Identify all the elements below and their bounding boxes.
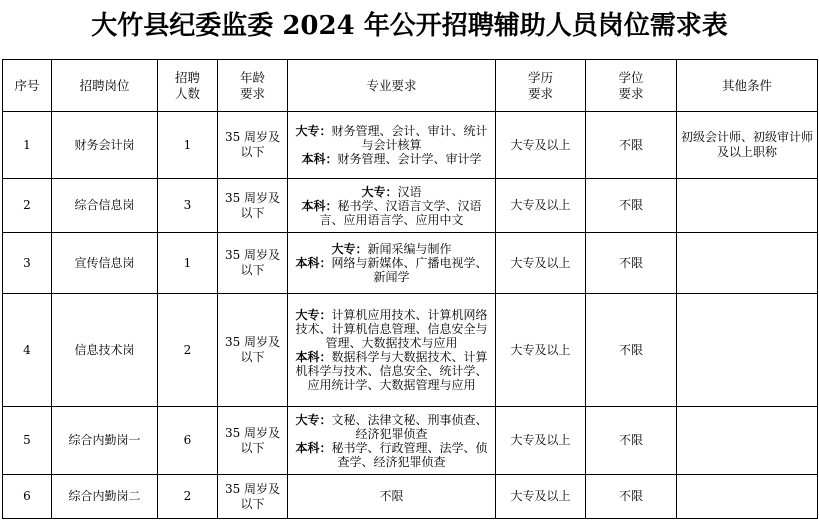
cell-other — [677, 179, 818, 233]
table-row — [3, 112, 818, 179]
major-level-label: 本科： — [301, 152, 338, 166]
cell-degree: 不限 — [586, 407, 677, 475]
cell-major: 不限 — [288, 475, 496, 519]
major-list: 汉语 — [397, 184, 422, 199]
header-age: 年龄 要求 — [218, 60, 288, 112]
age-line: 以下 — [240, 263, 265, 277]
header-post: 招聘岗位 — [52, 60, 158, 112]
cell-count: 3 — [158, 179, 218, 233]
cell-count: 2 — [158, 475, 218, 519]
major-level-label: 大专： — [295, 412, 332, 427]
header-count: 招聘 人数 — [158, 60, 218, 112]
major-line — [292, 413, 491, 441]
major-line — [292, 185, 491, 199]
major-level-label: 本科： — [295, 350, 332, 364]
major-level-label: 本科： — [295, 256, 332, 270]
age-line: 35 周岁及 — [224, 248, 281, 262]
major-list: 文秘、法律文秘、刑事侦查、经济犯罪侦查 — [331, 412, 488, 441]
major-line — [292, 441, 491, 469]
cell-degree: 不限 — [586, 475, 677, 519]
cell-other — [677, 233, 818, 294]
cell-post: 综合内勤岗一 — [52, 407, 158, 475]
cell-post: 信息技术岗 — [52, 294, 158, 407]
major-level-label: 大专： — [295, 124, 332, 138]
age-line: 以下 — [240, 440, 265, 455]
cell-major — [288, 407, 496, 475]
cell-edu: 大专及以上 — [496, 112, 586, 179]
cell-seq: 5 — [3, 407, 52, 475]
cell-degree: 不限 — [586, 112, 677, 179]
major-list: 财务管理、会计、审计、统计与会计核算 — [331, 124, 488, 152]
cell-count: 1 — [158, 112, 218, 179]
age-line: 35 周岁及 — [224, 130, 281, 144]
major-list: 秘书学、行政管理、法学、侦查学、经济犯罪侦查 — [331, 440, 488, 469]
cell-post: 宣传信息岗 — [52, 233, 158, 294]
cell-age — [218, 294, 288, 407]
cell-other: 初级会计师、初级审计师及以上职称 — [677, 112, 818, 179]
major-list: 秘书学、汉语言文学、汉语言、应用语言学、应用中文 — [319, 198, 482, 227]
age-line: 35 周岁及 — [224, 481, 281, 496]
major-line — [292, 256, 491, 284]
major-line — [292, 350, 491, 392]
cell-major — [288, 294, 496, 407]
cell-age — [218, 233, 288, 294]
header-row — [3, 60, 818, 112]
major-line — [292, 242, 491, 256]
table-row — [3, 294, 818, 407]
cell-seq: 4 — [3, 294, 52, 407]
age-line: 35 周岁及 — [224, 425, 281, 440]
major-level-label: 大专： — [331, 242, 368, 256]
cell-age — [218, 407, 288, 475]
major-level-label: 本科： — [295, 440, 332, 455]
header-degree: 学位 要求 — [586, 60, 677, 112]
major-list: 计算机应用技术、计算机网络技术、计算机信息管理、信息安全与管理、大数据技术与应用 — [295, 308, 488, 350]
cell-edu: 大专及以上 — [496, 407, 586, 475]
cell-seq: 1 — [3, 112, 52, 179]
cell-seq: 3 — [3, 233, 52, 294]
cell-post: 综合信息岗 — [52, 179, 158, 233]
major-level-label: 大专： — [295, 308, 332, 322]
cell-other — [677, 407, 818, 475]
header-seq: 序号 — [3, 60, 52, 112]
major-list: 财务管理、会计学、审计学 — [337, 152, 482, 166]
cell-other — [677, 294, 818, 407]
cell-edu: 大专及以上 — [496, 179, 586, 233]
cell-age — [218, 475, 288, 519]
major-list: 网络与新媒体、广播电视学、新闻学 — [331, 256, 488, 284]
cell-edu: 大专及以上 — [496, 294, 586, 407]
cell-major — [288, 179, 496, 233]
major-level-label: 大专： — [361, 184, 398, 199]
header-major: 专业要求 — [288, 60, 496, 112]
major-level-label: 本科： — [301, 198, 338, 213]
cell-seq: 2 — [3, 179, 52, 233]
major-line — [292, 152, 491, 166]
cell-post: 财务会计岗 — [52, 112, 158, 179]
major-line — [292, 124, 491, 152]
cell-age — [218, 112, 288, 179]
cell-degree: 不限 — [586, 179, 677, 233]
page-title: 大竹县纪委监委 2024 年公开招聘辅助人员岗位需求表 — [91, 11, 728, 41]
cell-post: 综合内勤岗二 — [52, 475, 158, 519]
cell-major — [288, 112, 496, 179]
cell-major — [288, 233, 496, 294]
header-other: 其他条件 — [677, 60, 818, 112]
cell-count: 2 — [158, 294, 218, 407]
header-edu: 学历 要求 — [496, 60, 586, 112]
age-line: 以下 — [240, 350, 265, 364]
table-body — [3, 112, 818, 519]
job-requirements-table — [2, 59, 818, 519]
table-row — [3, 179, 818, 233]
cell-seq: 6 — [3, 475, 52, 519]
age-line: 以下 — [240, 205, 265, 220]
age-line: 以下 — [240, 145, 265, 159]
cell-count: 1 — [158, 233, 218, 294]
table-row — [3, 233, 818, 294]
cell-count: 6 — [158, 407, 218, 475]
cell-other — [677, 475, 818, 519]
cell-age — [218, 179, 288, 233]
age-line: 35 周岁及 — [224, 335, 281, 349]
major-line — [292, 199, 491, 227]
age-line: 以下 — [240, 496, 265, 511]
table-row — [3, 407, 818, 475]
major-line — [292, 308, 491, 350]
cell-edu: 大专及以上 — [496, 475, 586, 519]
cell-edu: 大专及以上 — [496, 233, 586, 294]
age-line: 35 周岁及 — [224, 190, 281, 205]
table-row — [3, 475, 818, 519]
major-list: 数据科学与大数据技术、计算机科学与技术、信息安全、统计学、应用统计学、大数据管理与应用 — [295, 350, 488, 392]
cell-degree: 不限 — [586, 294, 677, 407]
major-list: 新闻采编与制作 — [367, 242, 452, 256]
cell-degree: 不限 — [586, 233, 677, 294]
